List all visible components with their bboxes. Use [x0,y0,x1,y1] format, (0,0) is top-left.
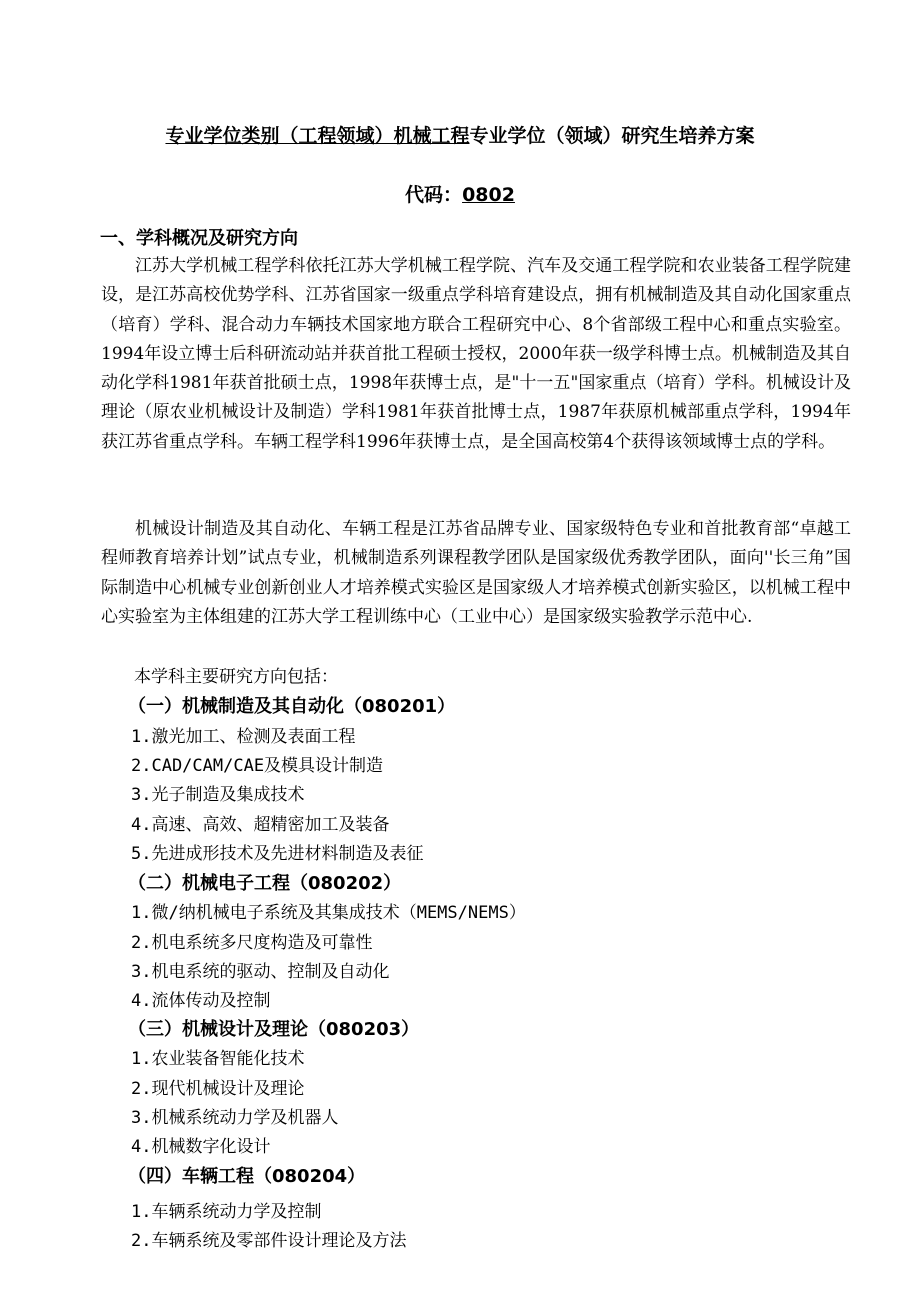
list-item: 1.车辆系统动力学及控制 [131,1202,322,1222]
title-field: 机械工程 [393,125,470,147]
title-suffix: 专业学位（领域）研究生培养方案 [469,125,755,147]
list-item: 2.机电系统多尺度构造及可靠性 [131,933,373,953]
direction-heading: （二）机械电子工程（080202） [128,873,402,894]
list-item: 2.车辆系统及零部件设计理论及方法 [131,1231,407,1251]
list-item: 3.机械系统动力学及机器人 [131,1108,339,1128]
list-item: 2.CAD/CAM/CAE及模具设计制造 [131,756,384,776]
program-code [0,180,920,207]
direction-heading: （四）车辆工程（080204） [128,1166,366,1187]
list-item: 3.光子制造及集成技术 [131,785,305,805]
list-item: 1.激光加工、检测及表面工程 [131,727,356,747]
list-item: 3.机电系统的驱动、控制及自动化 [131,962,390,982]
list-item: 4.机械数字化设计 [131,1137,271,1157]
title-category: 专业学位类别（工程领域） [165,125,394,147]
list-item: 4.高速、高效、超精密加工及装备 [131,815,390,835]
directions-intro: 本学科主要研究方向包括： [134,667,338,687]
overview-paragraph-2: 机械设计制造及其自动化、车辆工程是江苏省品牌专业、国家级特色专业和首批教育部“卓越工程师教育培养计划”试点专业，机械制造系列课程教学团队是国家级优秀教学团队，面向''长三角”国际制造中心机械专业创新创业人才培养模式实验区是国家级人才培养模式创新实验区，以机械工程中心实验室为主体组建的江苏大学工程训练中心（工业中心）是国家级实验教学示范中心. [101,519,851,627]
overview-paragraph-1: 江苏大学机械工程学科依托江苏大学机械工程学院、汽车及交通工程学院和农业装备工程学院建设，是江苏高校优势学科、江苏省国家一级重点学科培育建设点，拥有机械制造及其自动化国家重点（培育）学科、混合动力车辆技术国家地方联合工程研究中心、8个省部级工程中心和重点实验室。1994年设立博士后科研流动站并获首批工程硕士授权，2000年获一级学科博士点。机械制造及其自动化学科1981年获首批硕士点，1998年获博士点，是"十一五"国家重点（培育）学科。机械设计及理论（原农业机械设计及制造）学科1981年获首批博士点，1987年获原机械部重点学科，1994年获江苏省重点学科。车辆工程学科1996年获博士点，是全国高校第4个获得该领域博士点的学科。 [101,256,851,452]
list-item: 5.先进成形技术及先进材料制造及表征 [131,844,424,864]
list-item: 4.流体传动及控制 [131,991,271,1011]
list-item: 1.农业装备智能化技术 [131,1049,305,1069]
code-label: 代码： [405,184,463,206]
code-value: 0802 [462,184,515,206]
section-heading: 一、学科概况及研究方向 [100,228,298,249]
direction-heading: （三）机械设计及理论（080203） [128,1019,420,1040]
list-item: 2.现代机械设计及理论 [131,1079,305,1099]
document-title [0,121,920,148]
list-item: 1.微/纳机械电子系统及其集成技术（MEMS/NEMS） [131,903,526,923]
direction-heading: （一）机械制造及其自动化（080201） [128,696,456,717]
